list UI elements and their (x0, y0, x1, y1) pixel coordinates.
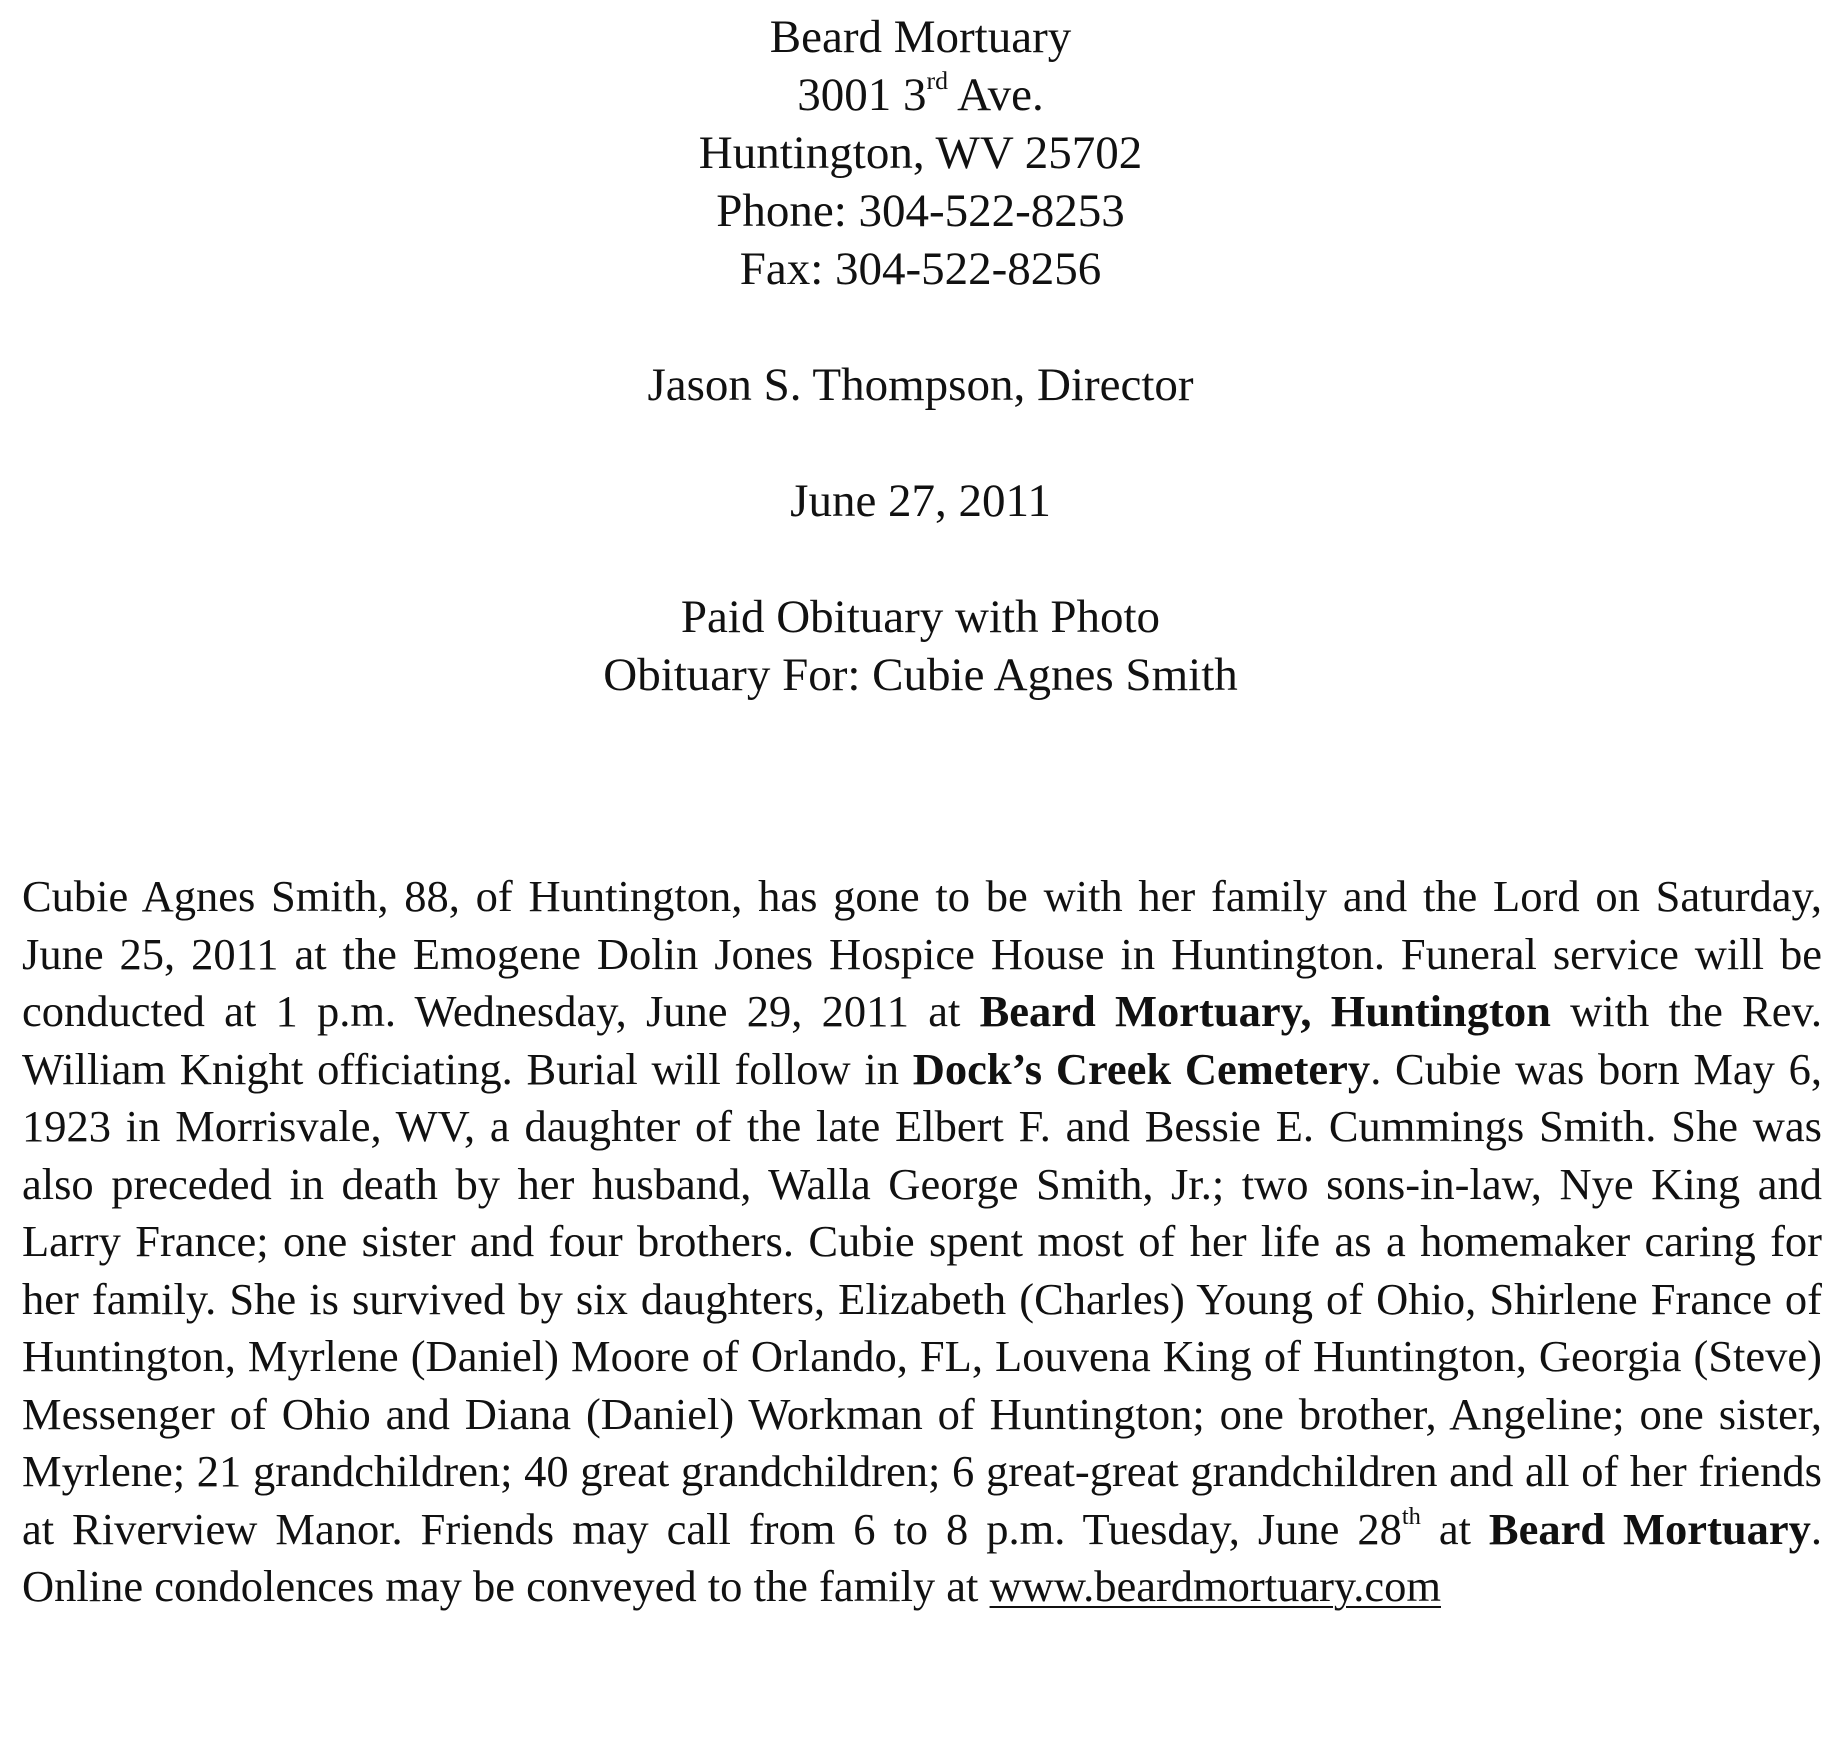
obituary-body (22, 868, 1822, 1616)
notice-type: Paid Obituary with Photo (680, 591, 1161, 643)
spacer (0, 414, 1841, 472)
letterhead (0, 8, 1841, 704)
visitation-location: Beard Mortuary (1488, 1503, 1811, 1554)
obituary-text-part-3: . Cubie was born May 6, 1923 in Morrisvale, WV, a daughter of the late Elbert F. and Bessie E. Cummings Smith. She was also preceded in death by her husband, Walla George Smith, Jr.; two sons-in-law, Nye King and Larry France; one sister and four brothers. Cubie spent most of her life as a homemaker caring for her family. She is survived by six daughters, Elizabeth (Charles) Young of Ohio, Shirlene France of Huntington, Myrlene (Daniel) Moore of Orlando, FL, Louvena King of Huntington, Georgia (Steve) Messenger of Ohio and Diana (Daniel) Workman of Huntington; one brother, Angeline; one sister, Myrlene; 21 grandchildren; 40 great grandchildren; 6 great-great grandchildren and all of her friends at Riverview Manor. Friends may call from 6 to 8 p.m. Tuesday, June 28 (22, 1043, 1822, 1554)
obituary-text-part-4: at (1420, 1503, 1489, 1554)
city-state-zip: Huntington, WV 25702 (698, 127, 1143, 179)
fax-number: Fax: 304-522-8256 (739, 243, 1102, 295)
street-address (0, 66, 1841, 124)
obituary-text-part-5: . Online condolences may be conveyed to the family at (22, 1503, 1822, 1611)
director-name: Jason S. Thompson, Director (647, 359, 1194, 411)
address-ordinal-suffix: rd (926, 66, 949, 96)
visitation-date-suffix: th (1401, 1503, 1421, 1531)
mortuary-name: Beard Mortuary (769, 11, 1072, 63)
phone-number: Phone: 304-522-8253 (716, 185, 1125, 237)
obituary-text-part-1: Cubie Agnes Smith, 88, of Huntington, has gone to be with her family and the Lord on Saturday, June 25, 2011 at the Emogene Dolin Jones Hospice House in Huntington. Funeral service will be conducted at 1 p.m. Wednesday, June 29, 2011 at (22, 871, 1822, 1036)
document-date: June 27, 2011 (790, 475, 1051, 527)
cemetery-name: Dock’s Creek Cemetery (912, 1043, 1371, 1094)
address-number: 3001 3 (797, 69, 927, 121)
funeral-location: Beard Mortuary, Huntington (979, 986, 1551, 1036)
obituary-text-part-2: with the Rev. William Knight officiating. Burial will follow in (22, 986, 1822, 1094)
website-link[interactable]: www.beardmortuary.com (989, 1561, 1441, 1611)
obituary-subject: Obituary For: Cubie Agnes Smith (603, 649, 1238, 701)
address-street: Ave. (948, 69, 1044, 121)
spacer (0, 298, 1841, 356)
spacer (0, 530, 1841, 588)
